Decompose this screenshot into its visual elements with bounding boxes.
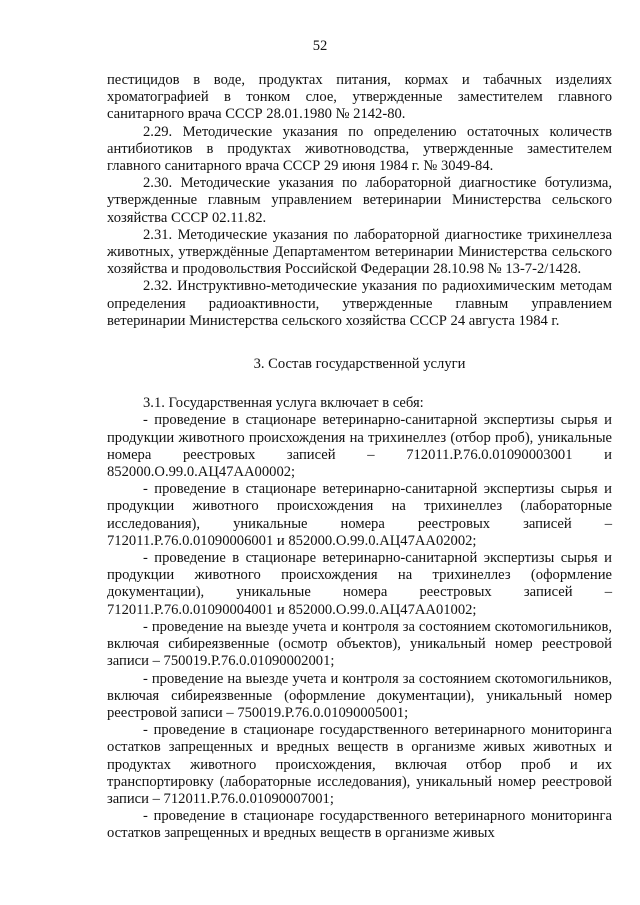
paragraphs-after bbox=[107, 395, 612, 842]
paragraph: - проведение в стационаре государственного ветеринарного мониторинга остатков запрещенных и вредных веществ в организме живых bbox=[107, 808, 612, 842]
page-number: 52 bbox=[312, 38, 328, 54]
document-body bbox=[107, 72, 612, 843]
paragraph: 2.30. Методические указания по лабораторной диагностике ботулизма, утвержденные главным управлением ветеринарии Министерства сельского хозяйства СССР 02.11.82. bbox=[107, 175, 612, 226]
paragraph: - проведение в стационаре ветеринарно-санитарной экспертизы сырья и продукции животного происхождения на трихинеллез (отбор проб), уникальные номера реестровых записей – 712011.Р.76.0.01090003001 и 852000.О.99.0.АЦ47АА00002; bbox=[107, 412, 612, 481]
paragraph: - проведение на выезде учета и контроля за состоянием скотомогильников, включая сибиреязвенные (осмотр объектов), уникальный номер реестровой записи – 750019.Р.76.0.01090002001; bbox=[107, 618, 612, 670]
paragraph: 3.1. Государственная услуга включает в себя: bbox=[143, 395, 424, 412]
paragraph: пестицидов в воде, продуктах питания, кормах и табачных изделиях хроматографией в тонком слое, утвержденные заместителем главного санитарного врача СССР 28.01.1980 № 2142-80. bbox=[107, 72, 612, 123]
paragraph: 2.29. Методические указания по определению остаточных количеств антибиотиков в продуктах животноводства, утвержденные заместителем главного санитарного врача СССР 29 июня 1984 г. № 3049-84. bbox=[107, 123, 612, 175]
paragraph: - проведение в стационаре государственного ветеринарного мониторинга остатков запрещенных и вредных веществ в организме живых животных и продуктах животного происхождения, включая отбор проб и их транспортировку (лабораторные исследования), уникальный номер реестровой записи – 712011.Р.76.0.01090007001; bbox=[107, 722, 612, 807]
paragraph: - проведение в стационаре ветеринарно-санитарной экспертизы сырья и продукции животного происхождения на трихинеллез (оформление документации), уникальные номера реестровых записей – 712011.Р.76.0.01090004001 и 852000.О.99.0.АЦ47АА01002; bbox=[107, 550, 612, 618]
section-heading: 3. Состав государственной услуги bbox=[253, 356, 466, 373]
paragraphs-before bbox=[107, 72, 612, 330]
paragraph: - проведение на выезде учета и контроля за состоянием скотомогильников, включая сибиреязвенные (оформление документации), уникальный номер реестровой записи – 750019.Р.76.0.01090005001; bbox=[107, 670, 612, 721]
paragraph: 2.31. Методические указания по лабораторной диагностике трихинеллеза животных, утверждённые Департаментом ветеринарии Министерства сельского хозяйства и продовольствия Российской Федерации 28.10.98 № 13-7-2/1428. bbox=[107, 226, 612, 278]
paragraph: - проведение в стационаре ветеринарно-санитарной экспертизы сырья и продукции животного происхождения на трихинеллез (лабораторные исследования), уникальные номера реестровых записей – 712011.Р.76.0.01090006001 и 852000.О.99.0.АЦ47АА02002; bbox=[107, 481, 612, 549]
paragraph: 2.32. Инструктивно-методические указания по радиохимическим методам определения радиоактивности, утвержденные главным управлением ветеринарии Министерства сельского хозяйства СССР 24 августа 1984 г. bbox=[107, 278, 612, 329]
